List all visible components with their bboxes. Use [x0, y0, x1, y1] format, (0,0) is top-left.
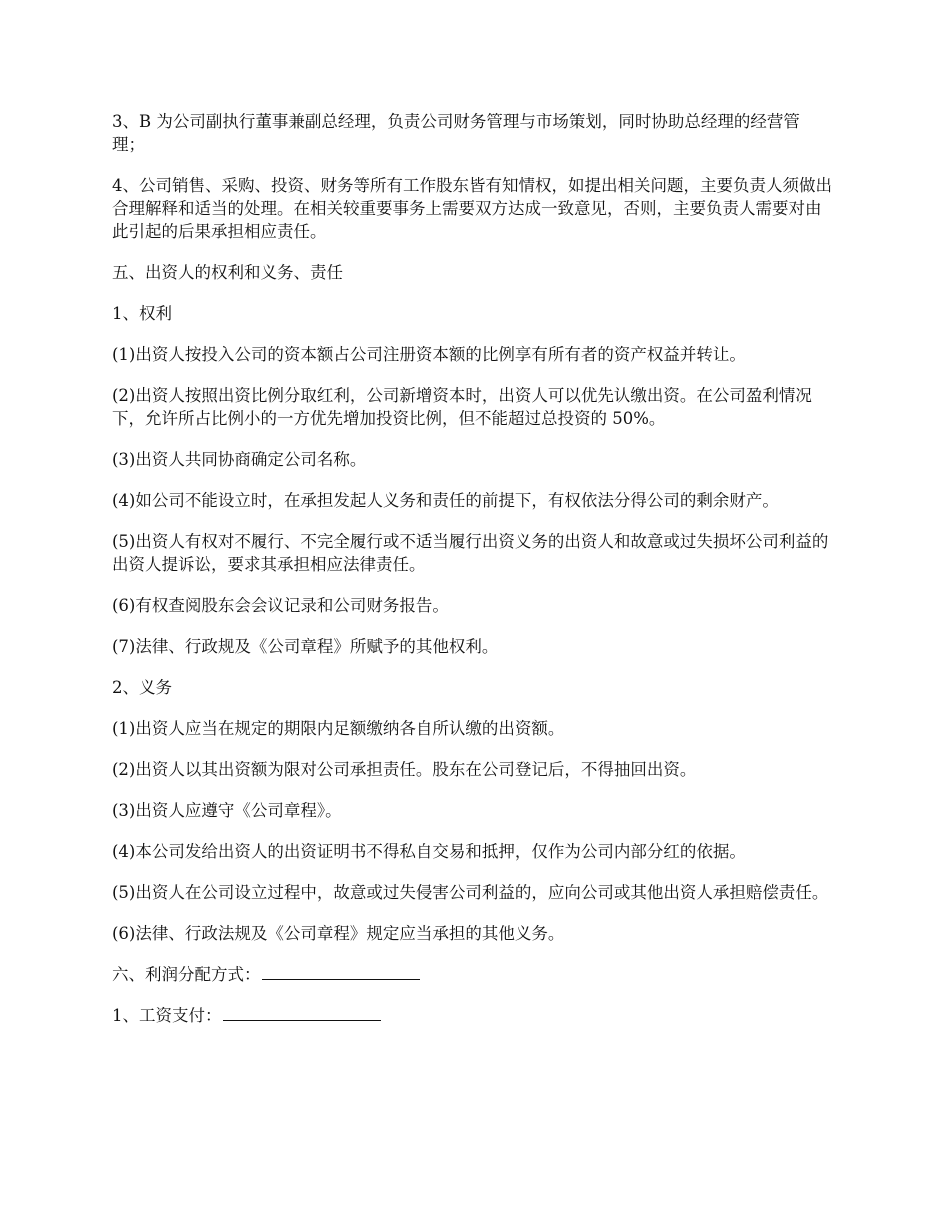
duty-item-4: (4)本公司发给出资人的出资证明书不得私自交易和抵押，仅作为公司内部分红的依据。: [112, 842, 746, 861]
paragraph-deputy-gm-role: 3、B 为公司副执行董事兼副总经理，负责公司财务管理与市场策划，同时协助总经理的经营管理；: [112, 112, 800, 154]
duty-item-2: (2)出资人以其出资额为限对公司承担责任。股东在公司登记后，不得抽回出资。: [112, 760, 697, 779]
right-item-2: (2)出资人按照出资比例分取红利，公司新增资本时，出资人可以优先认缴出资。在公司盈利情况下，允许所占比例小的一方优先增加投资比例，但不能超过总投资的 50%。: [112, 386, 812, 428]
right-item-6: (6)有权查阅股东会会议记录和公司财务报告。: [112, 596, 449, 615]
right-item-7: (7)法律、行政规及《公司章程》所赋予的其他权利。: [112, 637, 499, 656]
right-item-4: (4)如公司不能设立时，在承担发起人义务和责任的前提下，有权依法分得公司的剩余财产。: [112, 491, 779, 510]
document-body: [112, 110, 832, 1045]
duty-item-3: (3)出资人应遵守《公司章程》。: [112, 801, 342, 820]
right-item-3: (3)出资人共同协商确定公司名称。: [112, 450, 367, 469]
subsection-heading-duties: 2、义务: [112, 678, 172, 697]
right-item-1: (1)出资人按投入公司的资本额占公司注册资本额的比例享有所有者的资产权益并转让。: [112, 345, 746, 364]
subsection-heading-rights: 1、权利: [112, 304, 172, 323]
salary-payment-label: 1、工资支付：: [112, 1006, 222, 1025]
profit-distribution-blank: [262, 963, 420, 980]
salary-payment-blank: [223, 1004, 381, 1021]
profit-distribution-line: [112, 963, 832, 986]
duty-item-6: (6)法律、行政法规及《公司章程》规定应当承担的其他义务。: [112, 924, 565, 943]
duty-item-5: (5)出资人在公司设立过程中，故意或过失侵害公司利益的，应向公司或其他出资人承担赔偿责任。: [112, 883, 829, 902]
paragraph-shareholder-right-to-know: 4、公司销售、采购、投资、财务等所有工作股东皆有知情权，如提出相关问题，主要负责人须做出合理解释和适当的处理。在相关较重要事务上需要双方达成一致意见，否则，主要负责人需要对由此引起的后果承担相应责任。: [112, 176, 832, 241]
duty-item-1: (1)出资人应当在规定的期限内足额缴纳各自所认缴的出资额。: [112, 719, 565, 738]
profit-distribution-label: 六、利润分配方式：: [112, 965, 261, 984]
salary-payment-line: [112, 1004, 832, 1027]
section-heading-investor-rights-duties: 五、出资人的权利和义务、责任: [112, 263, 343, 282]
right-item-5: (5)出资人有权对不履行、不完全履行或不适当履行出资义务的出资人和故意或过失损坏公司利益的出资人提诉讼，要求其承担相应法律责任。: [112, 532, 829, 574]
